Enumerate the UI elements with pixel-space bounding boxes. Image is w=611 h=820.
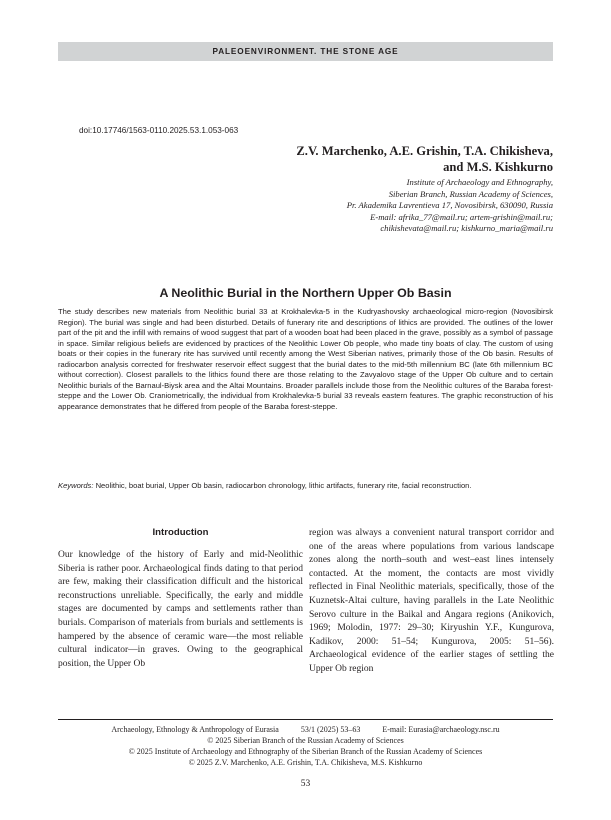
footer-issue: 53/1 (2025) 53–63: [300, 725, 361, 734]
doi: doi:10.17746/1563-0110.2025.53.1.053-063: [79, 126, 239, 135]
abstract: The study describes new materials from Neolithic burial 33 at Krokhalevka-5 in the Kudryashovsky archaeological micro-region (Novosibirsk Region). The burial was single and had been disturbed. Details of funerary rite and descriptions of lithics are provided. The outlines of the lower part of the pit and the infill with remains of wood suggest that part of a wooden boat had been placed in the grave, possibly as a symbol of passage in space. Similar religious beliefs are evidenced by practices of the Neolithic Lower Ob people, who made tiny boats of clay. The custom of using boats or their copies in the funerary rite has survived until recently among the West Siberian natives, primarily those of the Ob basin. Results of radiocarbon analysis corrected for freshwater reservoir effect suggest that the burial dates to the mid-5th millennium BC (late 6th millennium BC without correction). Closest parallels to the lithics found there are those relating to the Zavyalovo stage of the Upper Ob culture and to certain Neolithic burials of the Barnaul-Biysk area and the Altai Mountains. Broader parallels include those from the Neolithic cultures of the Baraba forest-steppe and the Lower Ob. Craniometrically, the individual from Krokhalevka-5 burial 33 reveals eastern features. The graphic reconstruction of his appearance demonstrates that he differed from people of the Baraba forest-steppe.: [58, 307, 553, 411]
page-number: 53: [300, 779, 311, 789]
footer-copyright-1: © 2025 Siberian Branch of the Russian Academy of Sciences: [207, 736, 404, 745]
affiliation-line-2: Siberian Branch, Russian Academy of Sciences,: [388, 188, 553, 199]
footer-journal: Archaeology, Ethnology & Anthropology of Eurasia: [111, 725, 279, 734]
affiliation-email-2: chikishevata@mail.ru; kishkurno_maria@mail.ru: [380, 223, 553, 233]
section-header: PALEOENVIRONMENT. THE STONE AGE: [58, 42, 553, 61]
article-title: A Neolithic Burial in the Northern Upper Ob Basin: [159, 286, 452, 300]
footer-journal-line: [58, 724, 553, 735]
footer-divider: [58, 719, 553, 720]
authors-line-2: and M.S. Kishkurno: [443, 160, 553, 174]
authors-line-1: Z.V. Marchenko, A.E. Grishin, T.A. Chikisheva,: [296, 144, 553, 158]
footer-copyright-2: © 2025 Institute of Archaeology and Ethnography of the Siberian Branch of the Russian Academy of Sciences: [128, 747, 483, 756]
footer-copyright-3: © 2025 Z.V. Marchenko, A.E. Grishin, T.A. Chikisheva, M.S. Kishkurno: [188, 758, 423, 767]
affiliation-line-1: Institute of Archaeology and Ethnography,: [406, 177, 553, 187]
authors: [233, 143, 553, 175]
affiliation-email-1: E-mail: afrika_77@mail.ru; artem-grishin@mail.ru;: [370, 211, 553, 222]
introduction-heading: Introduction: [152, 527, 209, 538]
keywords: [58, 480, 553, 491]
affiliation-line-3: Pr. Akademika Lavrentieva 17, Novosibirsk, 630090, Russia: [346, 200, 553, 210]
introduction-left-column: Our knowledge of the history of Early and mid-Neolithic Siberia is rather poor. Archaeological finds dating to that period are few, making their classification difficult and the historical reconstructions unreliable. Specifically, the early and middle stages are documented by camps and settlements rather than burials. Comparison of materials from burials and settlements is hampered by the absence of ceramic ware—the most reliable cultural indicator—in graves. Owing to the geographical position, the Upper Ob: [58, 550, 303, 669]
keywords-text: Neolithic, boat burial, Upper Ob basin, radiocarbon chronology, lithic artifacts, funerary rite, facial reconstruction.: [95, 481, 472, 490]
affiliation: [193, 177, 553, 235]
footer-email: E-mail: Eurasia@archaeology.nsc.ru: [382, 725, 500, 734]
keywords-label: Keywords:: [58, 481, 94, 490]
introduction-right-column: region was always a convenient natural transport corridor and one of the areas where populations from various landscape zones along the north–south and west–east lines intensely contacted. At the moment, the contacts are most vividly reflected in Final Neolithic materials, specifically, those of the Kuznetsk-Altai culture, having parallels in the Late Neolithic Serovo culture in the Baikal and Angara regions (Anikovich, 1969; Molodin, 1977: 29–30; Kiryushin Y.F., Kungurova, Kadikov, 2000: 51–54; Kungurova, 2005: 51–56). Archaeological evidence of the earlier stages of settling the Upper Ob region: [309, 528, 554, 674]
